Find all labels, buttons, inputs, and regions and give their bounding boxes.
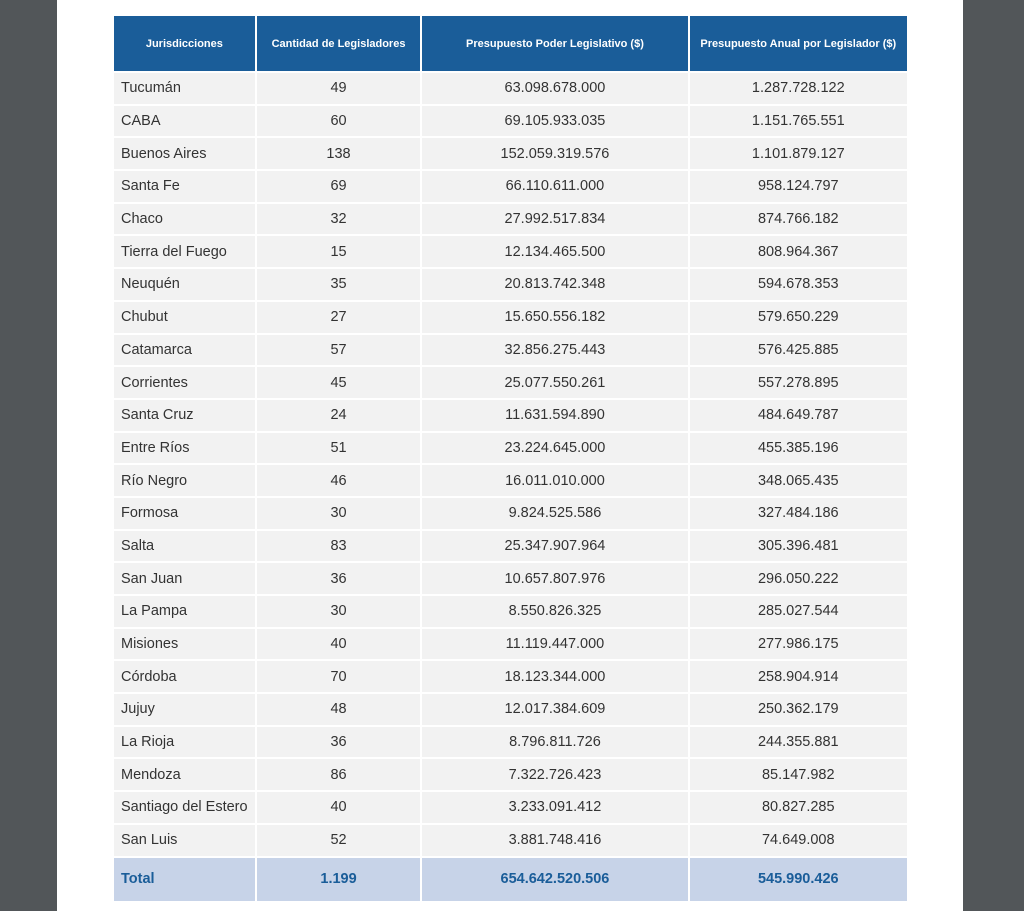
table-row	[114, 825, 907, 856]
cell-presupuesto-por-legislador: 594.678.353	[690, 269, 907, 300]
cell-presupuesto-por-legislador: 958.124.797	[690, 171, 907, 202]
cell-legisladores: 36	[257, 563, 421, 594]
table-row	[114, 138, 907, 169]
cell-legisladores: 27	[257, 302, 421, 333]
table-row	[114, 563, 907, 594]
cell-presupuesto-por-legislador: 484.649.787	[690, 400, 907, 431]
cell-presupuesto-por-legislador: 808.964.367	[690, 236, 907, 267]
cell-presupuesto-poder-legislativo: 11.631.594.890	[422, 400, 687, 431]
cell-legisladores: 15	[257, 236, 421, 267]
cell-jurisdiccion: Buenos Aires	[114, 138, 255, 169]
cell-legisladores: 35	[257, 269, 421, 300]
cell-legisladores: 57	[257, 335, 421, 366]
cell-presupuesto-poder-legislativo: 8.796.811.726	[422, 727, 687, 758]
cell-legisladores: 40	[257, 792, 421, 823]
table-row	[114, 498, 907, 529]
header-presupuesto-poder-legislativo: Presupuesto Poder Legislativo ($)	[422, 16, 687, 71]
cell-presupuesto-poder-legislativo: 11.119.447.000	[422, 629, 687, 660]
cell-legisladores: 86	[257, 759, 421, 790]
cell-jurisdiccion: Salta	[114, 531, 255, 562]
cell-legisladores: 36	[257, 727, 421, 758]
table-header-row	[114, 16, 907, 71]
cell-jurisdiccion: La Rioja	[114, 727, 255, 758]
cell-presupuesto-poder-legislativo: 9.824.525.586	[422, 498, 687, 529]
cell-jurisdiccion: Jujuy	[114, 694, 255, 725]
cell-presupuesto-poder-legislativo: 27.992.517.834	[422, 204, 687, 235]
table-row	[114, 433, 907, 464]
table-row	[114, 335, 907, 366]
cell-legisladores: 24	[257, 400, 421, 431]
cell-jurisdiccion: Chaco	[114, 204, 255, 235]
cell-jurisdiccion: San Luis	[114, 825, 255, 856]
table-row	[114, 302, 907, 333]
cell-presupuesto-por-legislador: 557.278.895	[690, 367, 907, 398]
cell-presupuesto-por-legislador: 579.650.229	[690, 302, 907, 333]
cell-jurisdiccion: Córdoba	[114, 661, 255, 692]
cell-presupuesto-por-legislador: 244.355.881	[690, 727, 907, 758]
cell-presupuesto-poder-legislativo: 7.322.726.423	[422, 759, 687, 790]
cell-presupuesto-por-legislador: 305.396.481	[690, 531, 907, 562]
cell-presupuesto-poder-legislativo: 66.110.611.000	[422, 171, 687, 202]
cell-legisladores: 51	[257, 433, 421, 464]
cell-jurisdiccion: Santiago del Estero	[114, 792, 255, 823]
cell-presupuesto-poder-legislativo: 10.657.807.976	[422, 563, 687, 594]
cell-jurisdiccion: Mendoza	[114, 759, 255, 790]
cell-presupuesto-por-legislador: 455.385.196	[690, 433, 907, 464]
cell-jurisdiccion: CABA	[114, 106, 255, 137]
cell-presupuesto-por-legislador: 874.766.182	[690, 204, 907, 235]
cell-presupuesto-poder-legislativo: 12.017.384.609	[422, 694, 687, 725]
cell-legisladores: 30	[257, 498, 421, 529]
cell-jurisdiccion: Santa Fe	[114, 171, 255, 202]
cell-jurisdiccion: Entre Ríos	[114, 433, 255, 464]
cell-presupuesto-poder-legislativo: 69.105.933.035	[422, 106, 687, 137]
cell-jurisdiccion: Formosa	[114, 498, 255, 529]
cell-legisladores: 49	[257, 73, 421, 104]
cell-presupuesto-por-legislador: 285.027.544	[690, 596, 907, 627]
cell-presupuesto-por-legislador: 277.986.175	[690, 629, 907, 660]
cell-presupuesto-por-legislador: 348.065.435	[690, 465, 907, 496]
cell-presupuesto-poder-legislativo: 15.650.556.182	[422, 302, 687, 333]
cell-presupuesto-poder-legislativo: 25.347.907.964	[422, 531, 687, 562]
table-row	[114, 792, 907, 823]
cell-legisladores: 40	[257, 629, 421, 660]
legislative-budget-table	[112, 14, 909, 903]
cell-presupuesto-poder-legislativo: 8.550.826.325	[422, 596, 687, 627]
cell-presupuesto-por-legislador: 1.101.879.127	[690, 138, 907, 169]
table-row	[114, 465, 907, 496]
cell-presupuesto-poder-legislativo: 12.134.465.500	[422, 236, 687, 267]
table-row	[114, 73, 907, 104]
cell-legisladores: 32	[257, 204, 421, 235]
table-row	[114, 269, 907, 300]
table-row	[114, 759, 907, 790]
document-page	[57, 0, 963, 911]
cell-presupuesto-poder-legislativo: 25.077.550.261	[422, 367, 687, 398]
table-row	[114, 171, 907, 202]
cell-presupuesto-poder-legislativo: 32.856.275.443	[422, 335, 687, 366]
header-jurisdicciones: Jurisdicciones	[114, 16, 255, 71]
table-row	[114, 236, 907, 267]
total-label: Total	[114, 858, 255, 901]
table-row	[114, 727, 907, 758]
cell-jurisdiccion: Corrientes	[114, 367, 255, 398]
cell-presupuesto-poder-legislativo: 16.011.010.000	[422, 465, 687, 496]
cell-jurisdiccion: Catamarca	[114, 335, 255, 366]
cell-presupuesto-poder-legislativo: 20.813.742.348	[422, 269, 687, 300]
table-row	[114, 400, 907, 431]
cell-legisladores: 60	[257, 106, 421, 137]
cell-legisladores: 138	[257, 138, 421, 169]
cell-jurisdiccion: Misiones	[114, 629, 255, 660]
table-row	[114, 596, 907, 627]
cell-jurisdiccion: Tucumán	[114, 73, 255, 104]
total-row	[114, 858, 907, 901]
cell-legisladores: 69	[257, 171, 421, 202]
cell-presupuesto-poder-legislativo: 63.098.678.000	[422, 73, 687, 104]
header-presupuesto-anual-por-legislador: Presupuesto Anual por Legislador ($)	[690, 16, 907, 71]
table-row	[114, 531, 907, 562]
cell-presupuesto-por-legislador: 296.050.222	[690, 563, 907, 594]
cell-presupuesto-por-legislador: 576.425.885	[690, 335, 907, 366]
cell-legisladores: 70	[257, 661, 421, 692]
cell-presupuesto-poder-legislativo: 3.233.091.412	[422, 792, 687, 823]
cell-presupuesto-por-legislador: 327.484.186	[690, 498, 907, 529]
table-row	[114, 367, 907, 398]
cell-jurisdiccion: San Juan	[114, 563, 255, 594]
table-row	[114, 661, 907, 692]
cell-jurisdiccion: Tierra del Fuego	[114, 236, 255, 267]
table-row	[114, 694, 907, 725]
table-row	[114, 204, 907, 235]
cell-presupuesto-poder-legislativo: 18.123.344.000	[422, 661, 687, 692]
cell-presupuesto-por-legislador: 1.287.728.122	[690, 73, 907, 104]
cell-legisladores: 30	[257, 596, 421, 627]
cell-jurisdiccion: Chubut	[114, 302, 255, 333]
total-presupuesto-por-legislador: 545.990.426	[690, 858, 907, 901]
cell-presupuesto-poder-legislativo: 3.881.748.416	[422, 825, 687, 856]
cell-legisladores: 46	[257, 465, 421, 496]
table-row	[114, 629, 907, 660]
cell-legisladores: 52	[257, 825, 421, 856]
cell-presupuesto-poder-legislativo: 23.224.645.000	[422, 433, 687, 464]
cell-jurisdiccion: La Pampa	[114, 596, 255, 627]
cell-legisladores: 83	[257, 531, 421, 562]
cell-legisladores: 48	[257, 694, 421, 725]
cell-presupuesto-poder-legislativo: 152.059.319.576	[422, 138, 687, 169]
cell-presupuesto-por-legislador: 258.904.914	[690, 661, 907, 692]
cell-presupuesto-por-legislador: 80.827.285	[690, 792, 907, 823]
total-presupuesto-poder-legislativo: 654.642.520.506	[422, 858, 687, 901]
header-cantidad-legisladores: Cantidad de Legisladores	[257, 16, 421, 71]
cell-jurisdiccion: Santa Cruz	[114, 400, 255, 431]
cell-legisladores: 45	[257, 367, 421, 398]
table-body	[114, 73, 907, 856]
cell-presupuesto-por-legislador: 74.649.008	[690, 825, 907, 856]
cell-presupuesto-por-legislador: 1.151.765.551	[690, 106, 907, 137]
table-row	[114, 106, 907, 137]
total-legisladores: 1.199	[257, 858, 421, 901]
cell-presupuesto-por-legislador: 250.362.179	[690, 694, 907, 725]
cell-jurisdiccion: Neuquén	[114, 269, 255, 300]
cell-jurisdiccion: Río Negro	[114, 465, 255, 496]
cell-presupuesto-por-legislador: 85.147.982	[690, 759, 907, 790]
